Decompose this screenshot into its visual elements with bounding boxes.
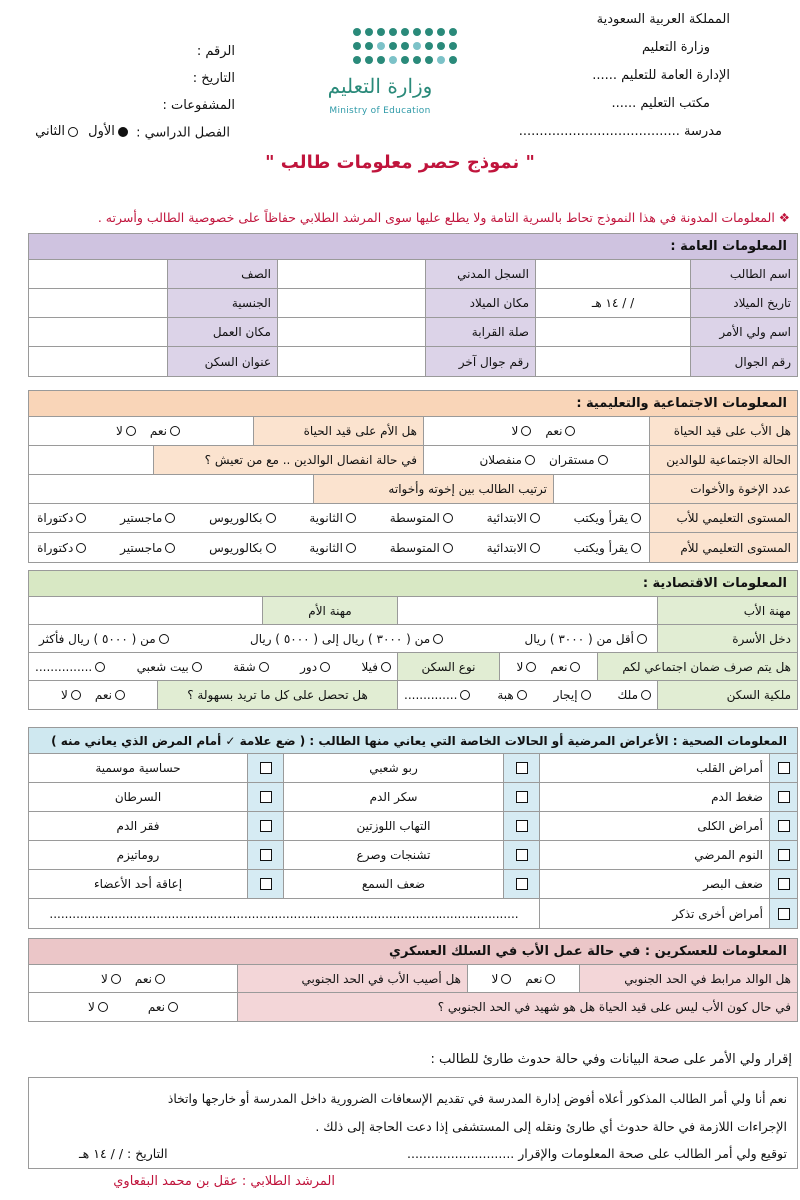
radio-icon — [517, 690, 527, 700]
checkbox-icon — [778, 878, 790, 890]
father-education-label: المستوى التعليمي للأب — [649, 504, 797, 532]
checkbox-cell[interactable] — [769, 841, 797, 869]
checkbox-icon — [260, 878, 272, 890]
edu-label: ماجستير — [120, 540, 163, 555]
guardian-name-label: اسم ولي الأمر — [690, 318, 797, 346]
edu-option[interactable] — [487, 511, 540, 525]
other-mobile-field[interactable] — [277, 347, 425, 376]
health-info-heading: المعلومات الصحية : الأعراض المرضية أو الحالات الخاصة التي يعاني منها الطالب : ( ضع علامة ✓ أمام المرض الذي يعاني منه ) — [29, 728, 797, 754]
radio-icon — [530, 513, 540, 523]
yes-label: نعم — [525, 971, 543, 986]
checkbox-cell[interactable] — [769, 812, 797, 840]
income-option-label: من ( ٥٠٠٠ ) ريال فأكثر — [39, 631, 156, 646]
income-options — [29, 625, 657, 652]
ownership-option[interactable] — [497, 688, 526, 702]
checkbox-cell[interactable] — [247, 783, 283, 811]
checkbox-cell[interactable] — [503, 870, 539, 898]
ownership-label: ملكية السكن — [657, 681, 797, 709]
edu-option[interactable] — [487, 541, 540, 555]
no-label: لا — [88, 1000, 95, 1014]
guardian-name-field[interactable] — [535, 318, 690, 346]
no-label: لا — [101, 971, 108, 986]
edu-option[interactable] — [574, 511, 641, 525]
get-all-yes[interactable] — [95, 688, 125, 702]
radio-icon — [155, 974, 165, 984]
yes-label: نعم — [134, 971, 152, 986]
disease-label: أمراض القلب — [539, 754, 769, 782]
checkbox-cell[interactable] — [247, 812, 283, 840]
get-all-options — [29, 681, 157, 709]
radio-icon — [266, 543, 276, 553]
yes-label: نعم — [149, 424, 167, 438]
radio-icon — [570, 662, 580, 672]
checkbox-icon — [516, 878, 528, 890]
economic-info-section — [28, 570, 798, 710]
martyr-no[interactable] — [88, 1000, 108, 1014]
yes-label: نعم — [545, 424, 563, 438]
relation-label: صلة القرابة — [425, 318, 535, 346]
other-diseases-label: أمراض أخرى تذكر — [539, 899, 769, 928]
disease-label: ضعف السمع — [283, 870, 503, 898]
father-injured-label: هل أصيب الأب في الحد الجنوبي — [237, 965, 467, 992]
birth-date-field[interactable]: / / ١٤ هـ — [535, 289, 690, 317]
semester-first-label: الأول — [88, 124, 115, 139]
radio-icon — [266, 513, 276, 523]
checkbox-cell[interactable] — [247, 841, 283, 869]
income-option[interactable] — [39, 632, 169, 646]
student-counselor-name: المرشد الطلابي : عقل بن محمد البقعاوي — [113, 1174, 335, 1189]
general-info-heading: المعلومات العامة : — [29, 234, 797, 260]
edu-label: المتوسطة — [389, 540, 440, 555]
checkbox-icon — [516, 762, 528, 774]
edu-label: يقرأ ويكتب — [573, 511, 628, 525]
radio-icon — [525, 455, 535, 465]
radio-icon — [501, 974, 511, 984]
ministry-logo — [295, 20, 465, 116]
edu-option[interactable] — [37, 541, 86, 555]
mother-job-field[interactable] — [29, 597, 262, 624]
disease-label: السرطان — [114, 790, 162, 804]
edu-option[interactable] — [209, 541, 275, 555]
military-info-section — [28, 938, 798, 1022]
page-title: " نموذج حصر معلومات طالب " — [265, 152, 535, 173]
logo-english-text: Ministry of Education — [329, 106, 431, 116]
attachments-label: المشفوعات : — [162, 98, 235, 113]
radio-icon — [460, 690, 470, 700]
semester-first-option[interactable] — [88, 124, 128, 139]
edu-label: دكتوراة — [37, 540, 74, 555]
military-info-heading: المعلومات للعسكرين : في حالة عمل الأب في السلك العسكري — [29, 939, 797, 965]
checkbox-icon — [778, 762, 790, 774]
ownership-option-label: هبة — [497, 688, 514, 702]
martyr-yes[interactable] — [148, 1000, 178, 1014]
checkbox-cell[interactable] — [769, 870, 797, 898]
parents-status-label: الحالة الاجتماعية للوالدين — [649, 446, 797, 474]
economic-info-heading: المعلومات الاقتصادية : — [29, 571, 797, 597]
disease-label: ربو شعبي — [283, 754, 503, 782]
mother-alive-options — [29, 417, 253, 445]
housing-type-options — [29, 653, 397, 680]
disease-label: ضعف البصر — [539, 870, 769, 898]
radio-icon — [433, 634, 443, 644]
directorate-line: الإدارة العامة للتعليم ...... — [592, 68, 730, 83]
civil-record-field[interactable] — [277, 260, 425, 288]
radio-icon — [98, 1002, 108, 1012]
radio-icon — [530, 543, 540, 553]
housing-option-label: ............... — [35, 659, 93, 674]
radio-icon — [170, 426, 180, 436]
housing-option-label: فيلا — [361, 659, 378, 674]
radio-icon — [565, 426, 575, 436]
father-stationed-options — [467, 965, 579, 992]
get-all-question-label: هل تحصل على كل ما تريد بسهولة ؟ — [157, 681, 397, 709]
martyr-options — [29, 993, 237, 1021]
address-field[interactable] — [29, 347, 167, 376]
radio-icon — [598, 455, 608, 465]
disease-label: النوم المرضي — [539, 841, 769, 869]
checkbox-icon — [260, 791, 272, 803]
birth-order-label: ترتيب الطالب بين إخوته وأخواته — [313, 475, 553, 503]
income-option-label: من ( ٣٠٠٠ ) ريال إلى ( ٥٠٠٠ ) ريال — [249, 631, 431, 646]
other-diseases-field[interactable]: ........................................................................................................................... — [49, 906, 519, 921]
radio-icon — [641, 690, 651, 700]
siblings-count-label: عدد الإخوة والأخوات — [649, 475, 797, 503]
nationality-field[interactable] — [29, 289, 167, 317]
separation-answer-field[interactable] — [29, 446, 153, 474]
checkbox-cell[interactable] — [769, 899, 797, 928]
father-education-options — [29, 504, 649, 532]
declaration-text-1: نعم أنا ولي أمر الطالب المذكور أعلاه أفوض إدارة المدرسة في تقديم الإسعافات الضرورية داخل المدرسة أو خارجها واتخاذ — [167, 1092, 787, 1106]
radio-icon — [168, 1002, 178, 1012]
edu-label: الثانوية — [309, 511, 343, 525]
edu-option[interactable] — [120, 541, 175, 555]
workplace-label: مكان العمل — [167, 318, 277, 346]
mother-education-options — [29, 533, 649, 562]
yes-label: نعم — [147, 1000, 165, 1014]
father-stationed-label: هل الوالد مرابط في الحد الجنوبي — [579, 965, 797, 992]
edu-label: ماجستير — [120, 511, 163, 525]
radio-icon — [126, 426, 136, 436]
ownership-option-label: ملك — [617, 688, 638, 702]
checkbox-icon — [260, 820, 272, 832]
father-job-field[interactable] — [397, 597, 657, 624]
semester-label: الفصل الدراسي : — [136, 125, 230, 141]
mother-alive-yes[interactable] — [150, 424, 180, 438]
yes-label: نعم — [550, 659, 568, 674]
checkbox-icon — [260, 849, 272, 861]
no-label: لا — [491, 971, 499, 986]
radio-icon — [545, 974, 555, 984]
ownership-options — [397, 681, 657, 709]
radio-icon — [631, 513, 641, 523]
housing-option-label: شقة — [233, 659, 256, 674]
edu-option[interactable] — [37, 511, 86, 525]
social-security-no[interactable] — [517, 660, 537, 674]
father-alive-no[interactable] — [512, 424, 532, 438]
guardian-signature-line[interactable]: توقيع ولي أمر الطالب على صحة المعلومات والإقرار ........................... — [407, 1146, 787, 1161]
no-label: لا — [61, 688, 68, 702]
edu-label: يقرأ ويكتب — [573, 540, 628, 555]
mother-education-label: المستوى التعليمي للأم — [649, 533, 797, 562]
social-info-section — [28, 390, 798, 563]
injured-no[interactable] — [101, 972, 121, 986]
edu-label: الابتدائية — [486, 540, 527, 555]
header-right-block — [490, 6, 730, 146]
edu-label: بكالوريوس — [209, 511, 263, 525]
disease-label: أمراض الكلى — [539, 812, 769, 840]
income-label: دخل الأسرة — [657, 625, 797, 652]
disease-label: سكر الدم — [283, 783, 503, 811]
ownership-option-label: إيجار — [553, 688, 578, 702]
other-mobile-label: رقم جوال آخر — [425, 347, 535, 376]
edu-option[interactable] — [390, 541, 453, 555]
checkbox-cell[interactable] — [503, 783, 539, 811]
radio-icon — [320, 662, 330, 672]
radio-icon — [346, 513, 356, 523]
yes-label: نعم — [94, 688, 112, 702]
declaration-date-line[interactable]: التاريخ : / / ١٤ هـ — [79, 1146, 168, 1161]
declaration-text-2: الإجراءات اللازمة في حالة حدوث أي طارئ ونقله إلى المستشفى إذا دعت الحاجة إلى ذلك . — [315, 1119, 787, 1134]
social-security-label: هل يتم صرف ضمان اجتماعي لكم — [597, 653, 797, 680]
father-alive-options — [423, 417, 649, 445]
date-label: التاريخ : — [192, 71, 235, 86]
ownership-option-label: .............. — [404, 688, 458, 702]
no-label: لا — [511, 424, 519, 438]
radio-icon — [526, 662, 536, 672]
office-line: مكتب التعليم ...... — [611, 96, 710, 111]
ownership-option[interactable] — [554, 688, 591, 702]
edu-option[interactable] — [309, 511, 356, 525]
declaration-heading: إقرار ولي الأمر على صحة البيانات وفي حالة حدوث طارئ للطالب : — [430, 1052, 792, 1067]
housing-option-label: دور — [300, 659, 318, 674]
checkbox-cell[interactable] — [769, 783, 797, 811]
housing-option[interactable] — [137, 660, 202, 674]
social-info-heading: المعلومات الاجتماعية والتعليمية : — [29, 391, 797, 417]
checkbox-cell[interactable] — [503, 812, 539, 840]
school-line: مدرسة ....................................... — [518, 124, 722, 139]
radio-icon — [637, 634, 647, 644]
radio-icon — [71, 690, 81, 700]
mobile-label: رقم الجوال — [690, 347, 797, 376]
disease-label: التهاب اللوزتين — [283, 812, 503, 840]
edu-label: المتوسطة — [389, 511, 440, 525]
stationed-no[interactable] — [492, 972, 512, 986]
edu-label: الابتدائية — [486, 511, 527, 525]
logo-arabic-text: وزارة التعليم — [327, 74, 433, 98]
edu-option[interactable] — [574, 541, 641, 555]
separated-label: منفصلان — [479, 453, 522, 467]
nationality-label: الجنسية — [167, 289, 277, 317]
radio-icon — [443, 543, 453, 553]
student-name-field[interactable] — [535, 260, 690, 288]
checkbox-icon — [778, 791, 790, 803]
checkbox-cell[interactable] — [503, 841, 539, 869]
health-info-section — [28, 727, 798, 929]
housing-type-label: نوع السكن — [397, 653, 499, 680]
ministry-name: وزارة التعليم — [641, 40, 710, 55]
checkbox-icon — [260, 762, 272, 774]
checkbox-icon — [516, 791, 528, 803]
ownership-option[interactable] — [404, 688, 470, 702]
injured-yes[interactable] — [135, 972, 165, 986]
grade-field[interactable] — [29, 260, 167, 288]
declaration-box — [28, 1077, 798, 1169]
birth-order-field[interactable] — [29, 475, 313, 503]
birth-place-field[interactable] — [277, 289, 425, 317]
social-security-yes[interactable] — [550, 660, 580, 674]
birth-date-label: تاريخ الميلاد — [690, 289, 797, 317]
income-option[interactable] — [250, 632, 443, 646]
grade-label: الصف — [167, 260, 277, 288]
checkbox-icon — [778, 849, 790, 861]
edu-option[interactable] — [120, 511, 175, 525]
mobile-field[interactable] — [535, 347, 690, 376]
mother-alive-no[interactable] — [116, 424, 136, 438]
semester-second-label: الثاني — [35, 124, 66, 139]
radio-icon — [76, 513, 86, 523]
checkbox-icon — [778, 820, 790, 832]
checkbox-cell[interactable] — [503, 754, 539, 782]
father-job-label: مهنة الأب — [657, 597, 797, 624]
disease-label: تشنجات وصرع — [283, 841, 503, 869]
radio-icon — [159, 634, 169, 644]
social-security-options — [499, 653, 597, 680]
disease-label: إعاقة أحد الأعضاء — [93, 877, 183, 891]
stationed-yes[interactable] — [525, 972, 555, 986]
radio-icon — [68, 127, 78, 137]
relation-field[interactable] — [277, 318, 425, 346]
edu-option[interactable] — [390, 511, 453, 525]
radio-icon — [76, 543, 86, 553]
birth-place-label: مكان الميلاد — [425, 289, 535, 317]
semester-second-option[interactable] — [35, 124, 78, 139]
checkbox-cell[interactable] — [247, 754, 283, 782]
radio-icon — [581, 690, 591, 700]
checkbox-icon — [516, 820, 528, 832]
disease-label: حساسية موسمية — [95, 761, 181, 775]
radio-icon — [111, 974, 121, 984]
radio-icon — [259, 662, 269, 672]
general-info-section — [28, 233, 798, 377]
radio-icon — [381, 662, 391, 672]
address-label: عنوان السكن — [167, 347, 277, 376]
radio-icon — [192, 662, 202, 672]
civil-record-label: السجل المدني — [425, 260, 535, 288]
father-injured-options — [29, 965, 237, 992]
disease-label: فقر الدم — [116, 819, 160, 833]
mother-alive-label: هل الأم على قيد الحياة — [253, 417, 423, 445]
father-alive-label: هل الأب على قيد الحياة — [649, 417, 797, 445]
ownership-option[interactable] — [617, 688, 651, 702]
edu-label: الثانوية — [309, 540, 343, 555]
disease-label: روماتيزم — [116, 848, 160, 862]
no-label: لا — [116, 424, 123, 438]
disease-label: ضغط الدم — [539, 783, 769, 811]
parents-status-options — [423, 446, 649, 474]
checkbox-icon — [516, 849, 528, 861]
radio-icon — [95, 662, 105, 672]
parents-stable-option[interactable] — [549, 453, 608, 467]
checkbox-cell[interactable] — [247, 870, 283, 898]
radio-icon — [115, 690, 125, 700]
reference-number-label: الرقم : — [196, 44, 235, 59]
workplace-field[interactable] — [29, 318, 167, 346]
edu-label: دكتوراة — [37, 511, 74, 525]
housing-option-label: بيت شعبي — [136, 659, 189, 674]
checkbox-cell[interactable] — [769, 754, 797, 782]
parents-separated-option[interactable] — [479, 453, 535, 467]
radio-icon — [165, 513, 175, 523]
radio-filled-icon — [118, 127, 128, 137]
student-name-label: اسم الطالب — [690, 260, 797, 288]
housing-option[interactable] — [35, 660, 105, 674]
separation-question-label: في حالة انفصال الوالدين .. مع من تعيش ؟ — [153, 446, 423, 474]
edu-label: بكالوريوس — [209, 540, 263, 555]
header-left-block — [35, 38, 235, 119]
no-label: لا — [516, 659, 524, 674]
edu-option[interactable] — [209, 511, 275, 525]
radio-icon — [165, 543, 175, 553]
income-option-label: أقل من ( ٣٠٠٠ ) ريال — [524, 631, 634, 646]
housing-option[interactable] — [233, 660, 269, 674]
housing-option[interactable] — [300, 660, 330, 674]
income-option[interactable] — [525, 632, 647, 646]
stable-label: مستقران — [548, 453, 595, 467]
radio-icon — [521, 426, 531, 436]
radio-icon — [443, 513, 453, 523]
semester-selector — [0, 124, 230, 141]
checkbox-icon — [778, 908, 790, 920]
radio-icon — [631, 543, 641, 553]
logo-dots-icon — [295, 20, 465, 75]
get-all-no[interactable] — [61, 688, 81, 702]
mother-job-label: مهنة الأم — [262, 597, 397, 624]
country-name: المملكة العربية السعودية — [596, 12, 730, 27]
confidentiality-note: ❖ المعلومات المدونة في هذا النموذج تحاط بالسرية التامة ولا يطلع عليها سوى المرشد الطلابي حفاظاً على خصوصية الطالب وأسرته . — [97, 210, 790, 225]
edu-option[interactable] — [309, 541, 356, 555]
father-alive-yes[interactable] — [545, 424, 575, 438]
radio-icon — [346, 543, 356, 553]
housing-option[interactable] — [361, 660, 391, 674]
siblings-count-field[interactable] — [553, 475, 649, 503]
martyr-question-label: في حال كون الأب ليس على قيد الحياة هل هو شهيد في الحد الجنوبي ؟ — [237, 993, 797, 1021]
